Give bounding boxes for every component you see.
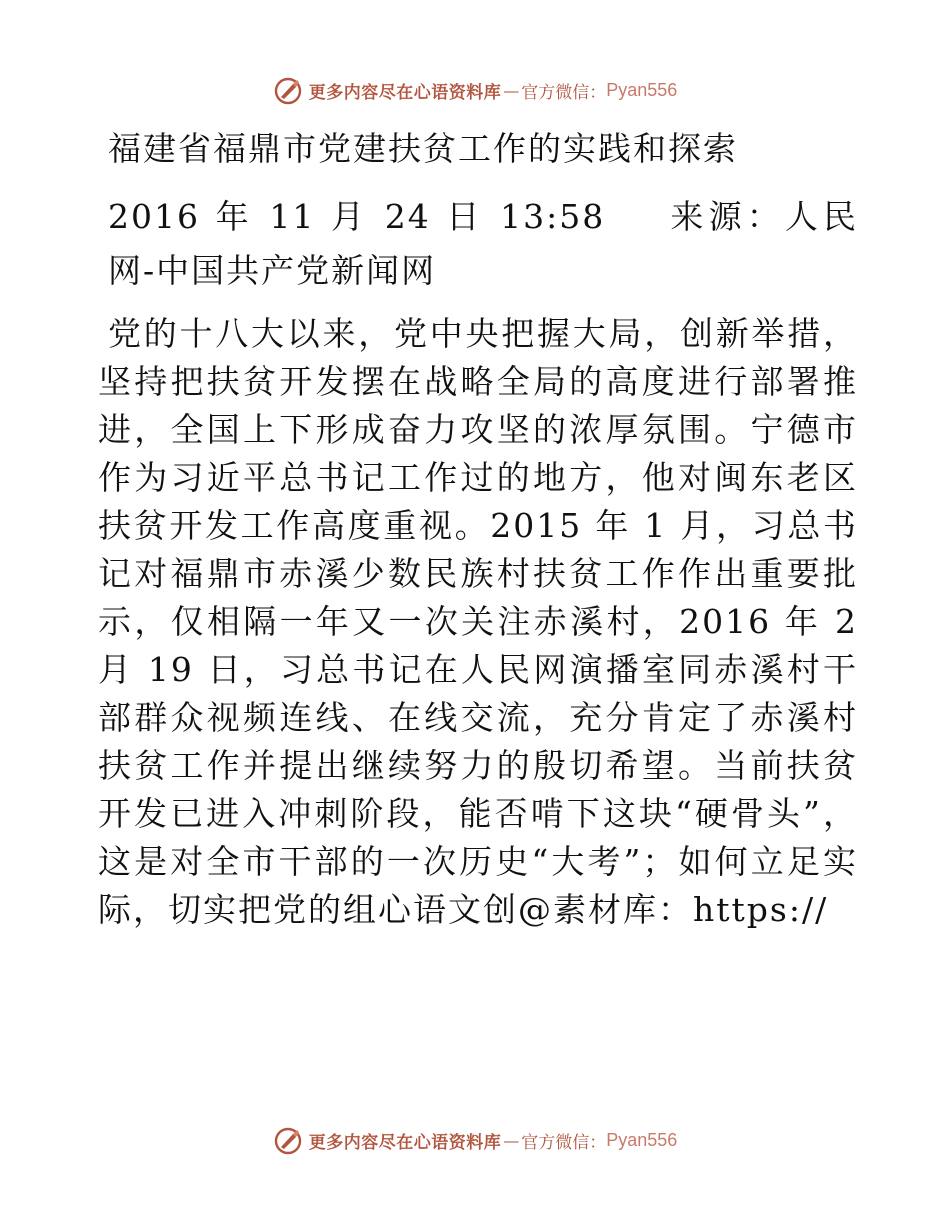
document-content (98, 122, 858, 934)
watermark-slogan: 更多内容尽在心语资料库 (308, 82, 502, 103)
article-date: 2016 年 11 月 24 日 13:58 (108, 197, 606, 236)
watermark-wechat-label: 官方微信： (521, 1132, 607, 1153)
watermark-wechat-id: Pyan556 (606, 79, 678, 100)
watermark-dash: — (503, 80, 520, 100)
watermark-slogan: 更多内容尽在心语资料库 (308, 1132, 502, 1153)
article-meta (98, 190, 858, 298)
article-source: 来源：人民网-中国共产党新闻网 (108, 197, 858, 290)
article-body: 党的十八大以来，党中央把握大局，创新举措，坚持把扶贫开发摆在战略全局的高度进行部署推进，全国上下形成奋力攻坚的浓厚氛围。宁德市作为习近平总书记工作过的地方，他对闽东老区扶贫开发工作高度重视。2015 年 1 月，习总书记对福鼎市赤溪少数民族村扶贫工作作出重要批示，仅相隔一年又一次关注赤溪村，2016 年 2 月 19 日，习总书记在人民网演播室同赤溪村干部群众视频连线、在线交流，充分肯定了赤溪村扶贫工作并提出继续努力的殷切希望。当前扶贫开发已进入冲刺阶段，能否啃下这块“硬骨头”，这是对全市干部的一次历史“大考”；如何立足实际，切实把党的组心语文创@素材库：https:// (98, 314, 858, 929)
logo-icon (273, 1125, 303, 1155)
watermark-dash: — (503, 1130, 520, 1150)
header-watermark (0, 70, 950, 110)
article-title: 福建省福鼎市党建扶贫工作的实践和探索 (108, 129, 738, 168)
logo-icon (273, 75, 303, 105)
watermark-wechat-label: 官方微信： (521, 82, 607, 103)
footer-watermark (0, 1120, 950, 1160)
watermark-wechat-id: Pyan556 (606, 1129, 678, 1150)
